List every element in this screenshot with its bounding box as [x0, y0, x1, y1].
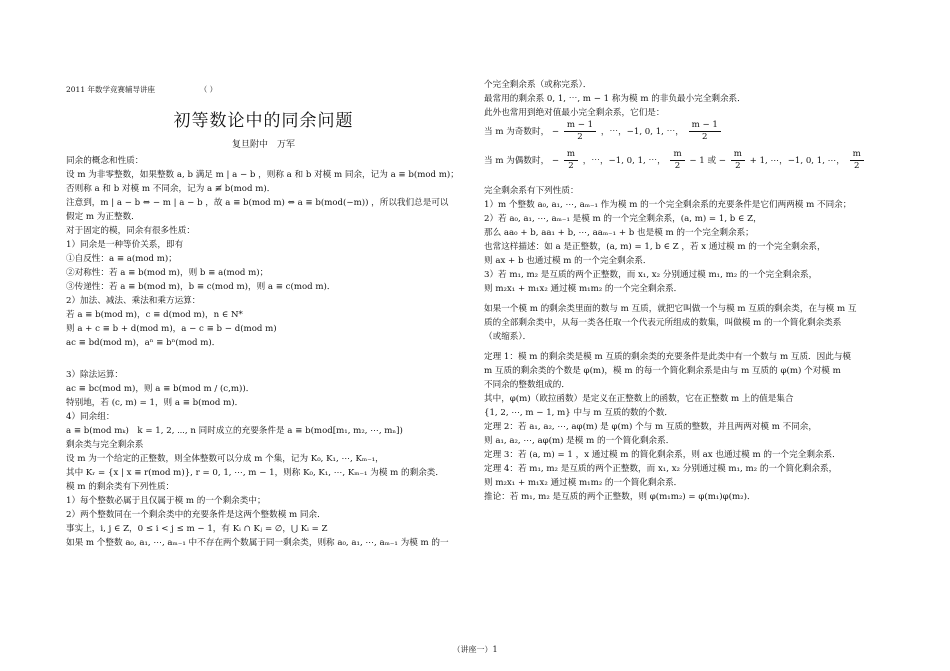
even-frac-1: $\frac{m}{2}$	[564, 149, 578, 172]
text-line: 注意到，m | a − b ⇔ − m | a − b ，故 a ≡ b(mod m) ⇔ a ≡ b(mod(−m)) ，所以我们总是可以	[66, 198, 449, 208]
even-frac-3: $\frac{m}{2}$	[731, 149, 745, 172]
text-line: 否则称 a 和 b 对模 m 不同余，记为 a ≢ b(mod m)．	[66, 184, 276, 194]
text-line: ac ≡ bd(mod m)，aⁿ ≡ bⁿ(mod m)．	[66, 338, 221, 348]
right-column	[484, 78, 884, 504]
even-case-line: 当 m 为偶数时， − $\frac{m}{2}$ ，⋯，−1, 0, 1, ⋯， $\frac{m}{2}$ − 1 或 − $\frac{m}{2}$ + 1, ⋯，−1, 0, 1, ⋯， $\frac{m}{2}$	[484, 149, 884, 172]
text-line: 定理 3：若 (a, m) = 1 ，x 通过模 m 的简化剩余系，则 ax 也通过模 m 的一个完全剩余系．	[484, 450, 841, 460]
odd-frac-b: $\frac{m - 1}{2}$	[689, 120, 721, 143]
text-line: 3）除法运算：	[66, 370, 124, 380]
left-section-a	[66, 154, 461, 350]
text-line: 完全剩余系有下列性质：	[484, 186, 579, 196]
text-line: 如果一个模 m 的剩余类里面的数与 m 互质，就把它叫做一个与模 m 互质的剩余类，在与模 m 互	[484, 304, 857, 314]
text-line: 推论：若 m₁, m₂ 是互质的两个正整数，则 φ(m₁m₂) = φ(m₁)φ(m₂)．	[484, 492, 756, 502]
text-line: 最常用的剩余系 0, 1, ⋯, m − 1 称为模 m 的非负最小完全剩余系．	[484, 94, 746, 104]
text-line: 假定 m 为正整数．	[66, 212, 140, 222]
text-line: 若 a ≡ b(mod m)，c ≡ d(mod m)，n ∈ N*	[66, 310, 243, 320]
text-line: （或缩系）．	[484, 332, 532, 342]
text-line: 4）同余组：	[66, 412, 115, 422]
text-line: 模 m 的剩余类有下列性质：	[66, 482, 175, 492]
right-section-a	[484, 78, 884, 120]
text-line: a ≡ b(mod mₖ) k = 1, 2, ⋯, n 同时成立的充要条件是 a ≡ b(mod[m₁, m₂, ⋯, mₙ])	[66, 426, 403, 436]
text-line: 设 m 为一个给定的正整数，则全体整数可以分成 m 个集，记为 K₀, K₁, ⋯, Kₘ₋₁，	[66, 454, 384, 464]
text-line: 定理 4：若 m₁, m₂ 是互质的两个正整数，而 x₁, x₂ 分别通过模 m₁, m₂ 的一个简化剩余系，	[484, 464, 838, 474]
page-title: 初等数论中的同余问题	[173, 111, 354, 131]
text-line: 剩余类与完全剩余系	[66, 440, 144, 450]
text-line: 则 a + c ≡ b + d(mod m)，a − c ≡ b − d(mod m)	[66, 324, 277, 334]
text-line: 其中 Kᵣ = {x | x ≡ r(mod m)}, r = 0, 1, ⋯, m − 1，则称 K₀, K₁, ⋯, Kₘ₋₁ 为模 m 的剩余类．	[66, 468, 444, 478]
text-line: 3）若 m₁, m₂ 是互质的两个正整数，而 x₁, x₂ 分别通过模 m₁, m₂ 的一个完全剩余系，	[484, 270, 818, 280]
text-line: 特别地，若 (c, m) = 1，则 a ≡ b(mod m)．	[66, 398, 244, 408]
text-line: ②对称性：若 a ≡ b(mod m)，则 b ≡ a(mod m)；	[66, 268, 269, 278]
odd-case-line: 当 m 为奇数时， − $\frac{m - 1}{2}$ ，⋯，−1, 0, 1, ⋯， $\frac{m - 1}{2}$	[484, 120, 884, 143]
text-line: 如果 m 个整数 a₀, a₁, ⋯, aₘ₋₁ 中不存在两个数属于同一剩余类，则称 a₀, a₁, ⋯, aₘ₋₁ 为模 m 的一	[66, 538, 449, 548]
author-line: 复旦附中 万军	[231, 140, 295, 150]
text-line: ①自反性：a ≡ a(mod m)；	[66, 254, 177, 264]
text-line: 那么 aa₀ + b, aa₁ + b, ⋯, aaₘ₋₁ + b 也是模 m 的一个完全剩余系；	[484, 228, 754, 238]
text-line: ac ≡ bc(mod m)，则 a ≡ b(mod m / (c,m))．	[66, 384, 255, 394]
left-section-b	[66, 368, 461, 550]
right-section-d	[484, 350, 884, 504]
text-line: 其中，φ(m)（欧拉函数）是定义在正整数上的函数，它在正整数 m 上的值是集合	[484, 394, 794, 404]
left-column	[66, 78, 461, 550]
text-line: 2）两个整数同在一个剩余类中的充要条件是这两个整数模 m 同余．	[66, 510, 326, 520]
text-line: 1）m 个整数 a₀, a₁, ⋯, aₘ₋₁ 作为模 m 的一个完全剩余系的充要条件是它们两两模 m 不同余；	[484, 200, 852, 210]
text-line: ③传递性：若 a ≡ b(mod m)，b ≡ c(mod m)，则 a ≡ c(mod m)．	[66, 282, 336, 292]
text-line: 也常这样描述：如 a 是正整数，(a, m) = 1, b ∈ Z ，若 x 通过模 m 的一个完全剩余系，	[484, 242, 826, 252]
text-line: 定理 1：模 m 的剩余类是模 m 互质的剩余类的充要条件是此类中有一个数与 m 互质．因此与模	[484, 352, 852, 362]
text-line: 同余的概念和性质：	[66, 156, 144, 166]
text-line: 事实上，i, j ∈ Z，0 ≤ i < j ≤ m − 1，有 Kᵢ ∩ Kⱼ = ∅，⋃ Kᵢ = Z	[66, 524, 328, 534]
text-line: 个完全剩余系（或称完系）．	[484, 80, 592, 90]
right-section-b	[484, 184, 884, 296]
odd-case-label: 当 m 为奇数时，	[484, 127, 550, 137]
odd-middle: ，⋯，−1, 0, 1, ⋯，	[600, 127, 684, 137]
text-line: 对于固定的模，同余有很多性质：	[66, 226, 195, 236]
page-footer: （讲座一）1	[452, 645, 498, 654]
text-line: 设 m 为非零整数，如果整数 a, b 满足 m | a − b ，则称 a 和 b 对模 m 同余，记为 a ≡ b(mod m)；	[66, 170, 459, 180]
text-line: 定理 2：若 a₁, a₂, ⋯, aφ(m) 是 φ(m) 个与 m 互质的整数，并且两两对模 m 不同余，	[484, 422, 817, 432]
odd-frac-a: $\frac{m - 1}{2}$	[564, 120, 596, 143]
header-left: 2011 年数学竞赛辅导讲座	[66, 85, 155, 94]
text-line: {1, 2, ⋯, m − 1, m} 中与 m 互质的数的个数．	[484, 408, 674, 418]
text-line: 此外也常用到绝对值最小完全剩余系，它们是：	[484, 108, 665, 118]
text-line: 2）若 a₀, a₁, ⋯, aₘ₋₁ 是模 m 的一个完全剩余系，(a, m) = 1, b ∈ Z，	[484, 214, 762, 224]
text-line: 不同余的整数组成的．	[484, 380, 570, 390]
header-paren: （ ）	[199, 85, 218, 94]
even-frac-4: $\frac{m}{2}$	[850, 149, 864, 172]
text-line: 则 m₂x₁ + m₁x₂ 通过模 m₁m₂ 的一个完全剩余系．	[484, 284, 683, 294]
right-section-c	[484, 302, 884, 344]
text-line: 则 m₂x₁ + m₁x₂ 通过模 m₁m₂ 的一个简化剩余系．	[484, 478, 683, 488]
text-line: 2）加法、减法、乘法和乘方运算：	[66, 296, 201, 306]
even-case-label: 当 m 为偶数时，	[484, 156, 550, 166]
text-line: m 互质的剩余类的个数是 φ(m)，模 m 的每一个简化剩余系是由与 m 互质的 φ(m) 个对模 m	[484, 366, 841, 376]
text-line: 1）同余是一种等价关系，即有	[66, 240, 184, 250]
text-line: 则 ax + b 也通过模 m 的一个完全剩余系．	[484, 256, 652, 266]
text-line: 则 a₁, a₂, ⋯, aφ(m) 是模 m 的一个简化剩余系．	[484, 436, 675, 446]
even-frac-2: $\frac{m}{2}$	[670, 149, 684, 172]
text-line: 1）每个整数必属于且仅属于模 m 的一个剩余类中；	[66, 496, 266, 506]
text-line: 质的全部剩余类中，从每一类各任取一个代表元所组成的数集，叫做模 m 的一个简化剩余类系	[484, 318, 842, 328]
